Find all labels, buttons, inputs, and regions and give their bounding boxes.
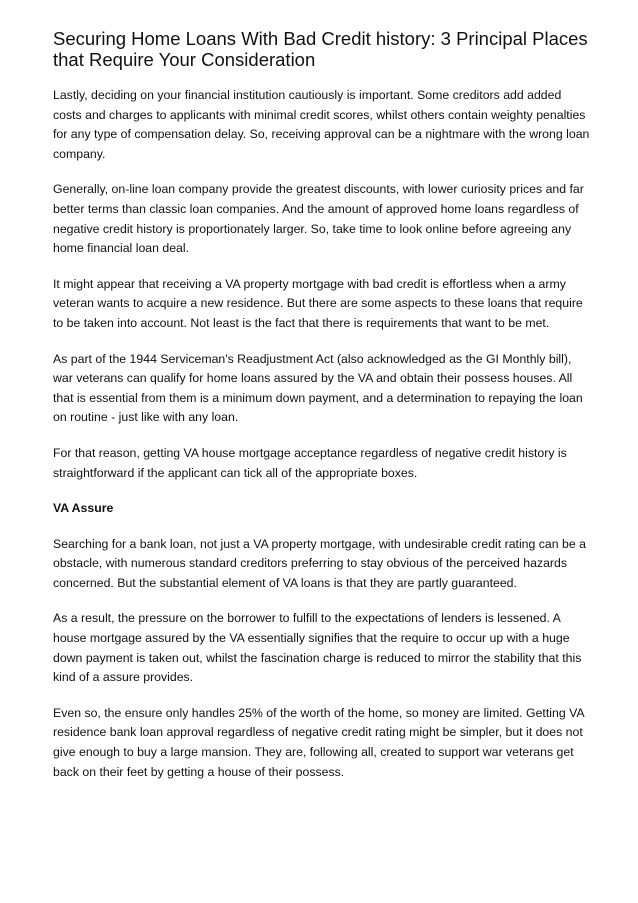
paragraph: Searching for a bank loan, not just a VA property mortgage, with undesirable credit rating can be a obstacle, with numerous standard creditors preferring to stay obvious of the perceived hazards concerned. But the substantial element of VA loans is that they are partly guaranteed.	[53, 536, 586, 590]
paragraph: Even so, the ensure only handles 25% of the worth of the home, so money are limited. Getting VA residence bank loan approval regardless of negative credit rating might be simpler, but it does not give enough to buy a large mansion. They are, following all, created to support war veterans get back on their feet by getting a house of their possess.	[53, 705, 584, 779]
paragraph: It might appear that receiving a VA property mortgage with bad credit is effortless when a army veteran wants to acquire a new residence. But there are some aspects to these loans that require to be taken into account. Not least is the fact that there is requirements that want to be met.	[53, 276, 583, 330]
section-heading: VA Assure	[53, 501, 114, 516]
paragraph: As part of the 1944 Serviceman's Readjustment Act (also acknowledged as the GI Monthly bill), war veterans can qualify for home loans assured by the VA and obtain their possess houses. All that is essential from them is a minimum down payment, and a determination to repaying the loan on routine - just like with any loan.	[53, 351, 583, 425]
document-page	[53, 28, 593, 798]
paragraph: As a result, the pressure on the borrower to fulfill to the expectations of lenders is lessened. A house mortgage assured by the VA essentially signifies that the require to occur up with a huge down payment is taken out, whilst the fascination charge is reduced to mirror the stability that this kind of a assure provides.	[53, 611, 582, 685]
document-title: Securing Home Loans With Bad Credit history: 3 Principal Places that Require Your Consideration	[53, 28, 588, 70]
paragraph: Generally, on-line loan company provide the greatest discounts, with lower curiosity prices and far better terms than classic loan companies. And the amount of approved home loans regardless of negative credit history is proportionately larger. So, take time to look online before agreeing any home financial loan deal.	[53, 182, 584, 256]
paragraph: Lastly, deciding on your financial institution cautiously is important. Some creditors add added costs and charges to applicants with minimal credit scores, whilst others contain weighty penalties for any type of compensation delay. So, receiving approval can be a nightmare with the wrong loan company.	[53, 88, 590, 161]
paragraph: For that reason, getting VA house mortgage acceptance regardless of negative credit history is straightforward if the applicant can tick all of the appropriate boxes.	[53, 445, 567, 480]
